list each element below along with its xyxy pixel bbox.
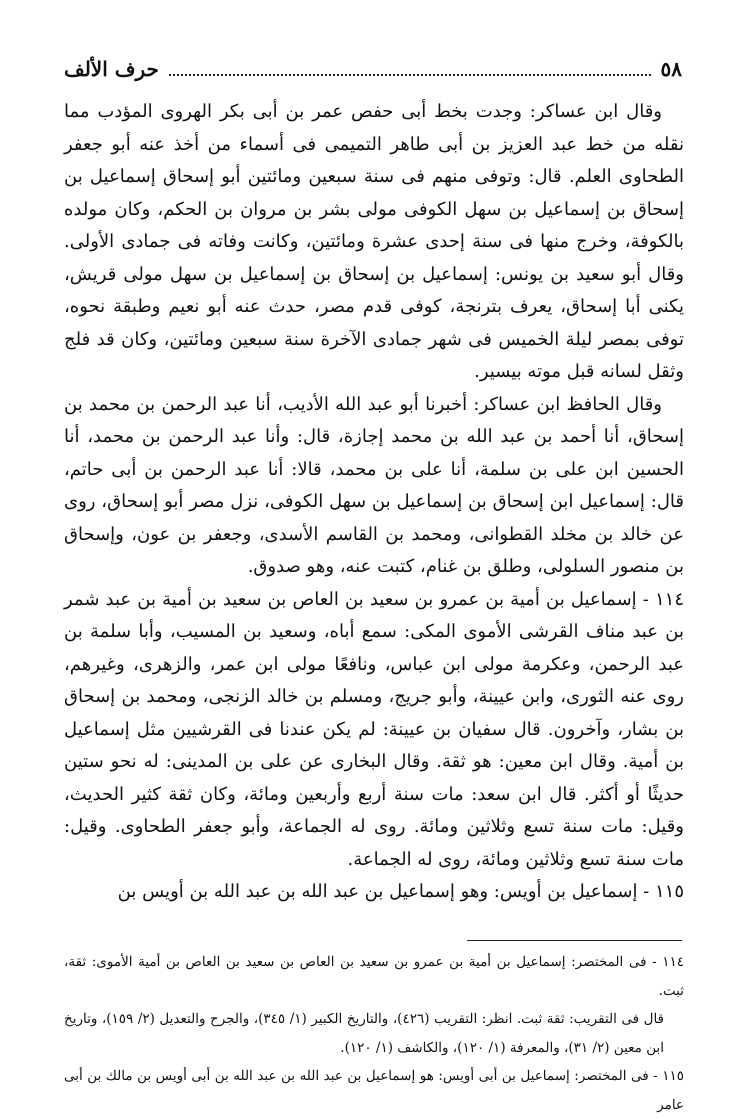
- footnote-114: ١١٤ - فى المختصر: إسماعيل بن أمية بن عمرو بن سعيد بن العاص بن سعيد بن العاص بن أمية الأموى: ثقة، ثبت.: [64, 954, 684, 999]
- entry-115: ١١٥ - إسماعيل بن أويس: وهو إسماعيل بن عبد الله بن عبد الله بن أويس بن: [117, 881, 684, 902]
- page-number: ٥٨: [660, 57, 682, 81]
- header-dotted-leader: [169, 74, 651, 76]
- paragraph-ibn-asakir-1: وقال ابن عساكر: وجدت بخط أبى حفص عمر بن أبى بكر الهروى المؤدب مما نقله من خط عبد العزيز بن أبى طاهر التميمى فى أسماء من أخذ عنه أبو جعفر الطحاوى العلم. قال: وتوفى منهم فى سنة سبعين ومائتين أبو إسحاق إسماعيل بن إسحاق بن إسماعيل بن سهل الكوفى مولى بشر بن مروان بن الحكم، وكان مولده بالكوفة، وخرج منها فى سنة إحدى عشرة ومائتين، وكانت وفاته فى جمادى الأولى. وقال أبو سعيد بن يونس: إسماعيل بن إسحاق بن إسماعيل بن سهل مولى قريش، يكنى أبا إسحاق، يعرف بترنجة، كوفى قدم مصر، حدث عنه أبو نعيم وطبقة نحوه، توفى بمصر ليلة الخميس فى شهر جمادى الآخرة سنة سبعين ومائتين، وكان قد فلج وثقل لسانه قبل موته بيسير.: [64, 101, 684, 382]
- footnote-divider: [467, 940, 682, 941]
- running-header: [64, 52, 682, 86]
- paragraph-ibn-asakir-2: وقال الحافظ ابن عساكر: أخبرنا أبو عبد الله الأديب، أنا عبد الرحمن بن محمد بن إسحاق، أنا أحمد بن عبد الله بن محمد إجازة، قال: وأنا عبد الرحمن بن محمد، أنا الحسين ابن على بن سلمة، أنا على بن محمد، قالا: أنا عبد الرحمن بن أبى حاتم، قال: إسماعيل ابن إسحاق بن إسماعيل بن سهل الكوفى، نزل مصر أبو إسحاق، روى عن خالد بن مخلد القطوانى، ومحمد بن القاسم الأسدى، وجعفر بن عون، وإسحاق بن منصور السلولى، وطلق بن غنام، كتبت عنه، وهو صدوق.: [64, 393, 684, 577]
- footnote-115: ١١٥ - فى المختصر: إسماعيل بن أبى أويس: هو إسماعيل بن عبد الله بن عبد الله بن أبى أويس بن مالك بن أبى عامر: [64, 1068, 684, 1113]
- footnote-114-sources: قال فى التقريب: ثقة ثبت. انظر: التقريب (٤٢٦)، والتاريخ الكبير (١/ ٣٤٥)، والجرح والتعديل (٢/ ١٥٩)، وتاريخ ابن معين (٢/ ٣١)، والمعرفة (١/ ١٢٠)، والكاشف (١/ ١٢٠).: [64, 1011, 665, 1056]
- entry-114: ١١٤ - إسماعيل بن أمية بن عمرو بن سعيد بن العاص بن سعيد بن أمية بن عبد شمر بن عبد مناف القرشى الأموى المكى: سمع أباه، وسعيد بن المسيب، وأبا سلمة بن عبد الرحمن، وعكرمة مولى ابن عباس، ونافعًا مولى ابن عمر، والزهرى، وغيرهم، روى عنه الثورى، وابن عيينة، وأبو جريج، ومسلم بن خالد الزنجى، ومحمد بن إسحاق بن بشار، وآخرون. قال سفيان بن عيينة: لم يكن عندنا فى القرشيين مثل إسماعيل بن أمية. وقال ابن معين: هو ثقة. وقال البخارى عن على بن المدينى: له نحو ستين حديثًا أو أكثر. قال ابن سعد: مات سنة أربع وأربعين ومائة، وكان ثقة كثير الحديث، وقيل: مات سنة تسع وثلاثين ومائة. روى له الجماعة، وأبو جعفر الطحاوى. وقيل: مات سنة تسع وثلاثين ومائة، روى له الجماعة.: [64, 588, 684, 870]
- main-text: [64, 96, 684, 909]
- chapter-title: حرف الألف: [64, 57, 159, 81]
- footnotes: [64, 948, 684, 1119]
